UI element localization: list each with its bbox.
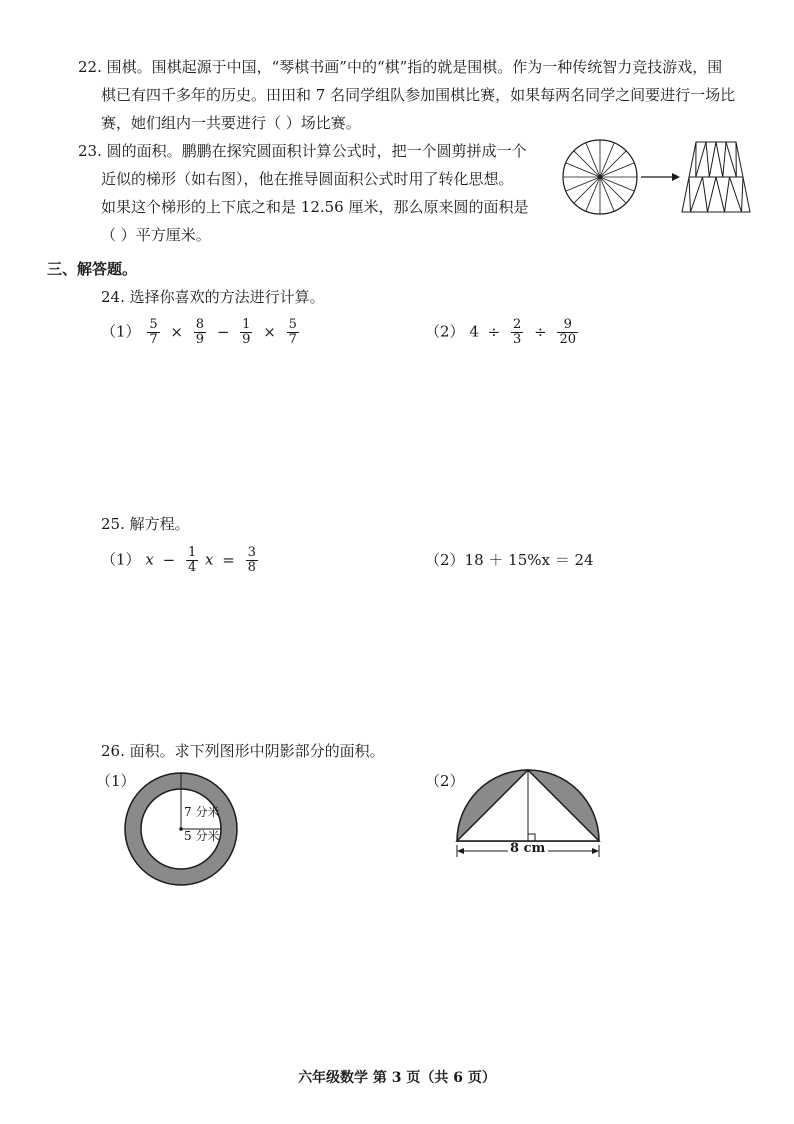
variable-x: x [205,550,214,569]
operator: − [216,322,230,341]
q25-p1 [101,546,260,575]
trapezoid-piece-edge [716,142,723,177]
q25-p2 [425,550,594,570]
trapezoid-piece-edge [706,142,709,177]
fraction [287,318,299,347]
sector-line [574,177,600,203]
denominator: 20 [559,332,576,347]
denominator: 4 [187,560,197,575]
sector-line [600,177,626,203]
operator: ÷ [534,322,547,341]
denominator: 8 [247,560,256,575]
q25-p2-label: （2） [425,551,465,569]
numerator: 5 [149,317,158,332]
q24-p2 [425,318,580,347]
operator: ÷ [487,322,501,341]
trapezoid-piece-edge [730,177,742,212]
q23-line1: 23. 圆的面积。鹏鹏在探究圆面积计算公式时，把一个圆剪拼成一个 [78,142,527,160]
q24-title: 24. 选择你喜欢的方法进行计算。 [101,288,325,306]
q22-line2: 棋已有四千多年的历史。田田和 7 名同学组队参加围棋比赛，如果每两名同学之间要进行一场比 [101,86,736,104]
fraction [246,546,258,575]
q24-p2-label: （2） [425,322,465,341]
q26-fig2-label: （2） [425,772,465,790]
q24-p1-label: （1） [101,322,141,341]
trapezoid-piece-edge [703,177,708,212]
q22-line1: 22. 围棋。围棋起源于中国，“琴棋书画”中的“棋”指的就是围棋。作为一种传统智力竞技游戏，围 [78,58,723,76]
trapezoid-piece-edge [742,177,744,212]
operator: = [222,550,235,569]
arrow-icon [641,173,680,181]
q25-p1-label: （1） [101,550,141,569]
denominator: 9 [195,332,205,347]
inner-radius-label: 5 分米 [184,829,220,843]
fraction [511,318,523,347]
denominator: 3 [513,332,522,347]
q26-title: 26. 面积。求下列图形中阴影部分的面积。 [101,742,385,760]
numerator: 8 [195,317,205,332]
denominator: 7 [288,332,297,347]
q23-line3: 如果这个梯形的上下底之和是 12.56 厘米，那么原来圆的面积是 [101,198,529,216]
trapezoid-piece-edge [708,177,717,212]
denominator: 7 [149,332,158,347]
q23-line4: （ ）平方厘米。 [101,226,211,244]
numerator: 2 [513,317,522,332]
trapezoid-piece-edge [725,177,730,212]
operator: − [162,550,176,569]
trapezoid-piece-edge [709,142,716,177]
trapezoid-piece-edge [696,142,706,177]
numerator: 5 [288,317,297,332]
q24-p2-lead: 4 [469,322,479,341]
fraction [557,318,578,347]
numerator: 1 [242,317,251,332]
q25-p2-expr: 18 ＋ 15%x ＝ 24 [464,551,594,569]
sector-line [574,151,600,177]
page-footer: 六年级数学 第 3 页（共 6 页） [298,1070,496,1086]
base-length-label: 8 cm [510,841,546,856]
trapezoid-piece-edge [723,142,726,177]
trapezoid-piece-edge [689,177,691,212]
q24-p1 [101,318,301,347]
sector-circle [563,140,637,214]
fraction [240,318,252,347]
q26-annulus-figure [120,770,242,888]
q25-title: 25. 解方程。 [101,515,190,533]
q23-line2: 近似的梯形（如右图），他在推导圆面积公式时用了转化思想。 [101,170,514,188]
fraction [186,546,198,575]
fraction [147,318,159,347]
numerator: 9 [557,318,578,333]
q26-fig1-label: （1） [96,772,136,790]
operator: × [170,322,183,341]
operator: × [263,322,276,341]
trapezoid-piece-edge [691,177,703,212]
variable-x: x [145,550,154,569]
q22-line3: 赛，她们组内一共要进行（ ）场比赛。 [101,114,361,132]
q23-circle-trapezoid-figure [560,134,760,220]
denominator: 9 [242,332,251,347]
numerator: 1 [187,545,197,560]
outer-radius-label: 7 分米 [184,805,220,819]
numerator: 3 [247,545,256,560]
trapezoid-piece-edge [716,177,725,212]
sector-line [600,151,626,177]
trapezoid [682,142,750,212]
section3-title: 三、解答题。 [47,260,138,278]
trapezoid-piece-edge [726,142,736,177]
fraction [194,318,206,347]
